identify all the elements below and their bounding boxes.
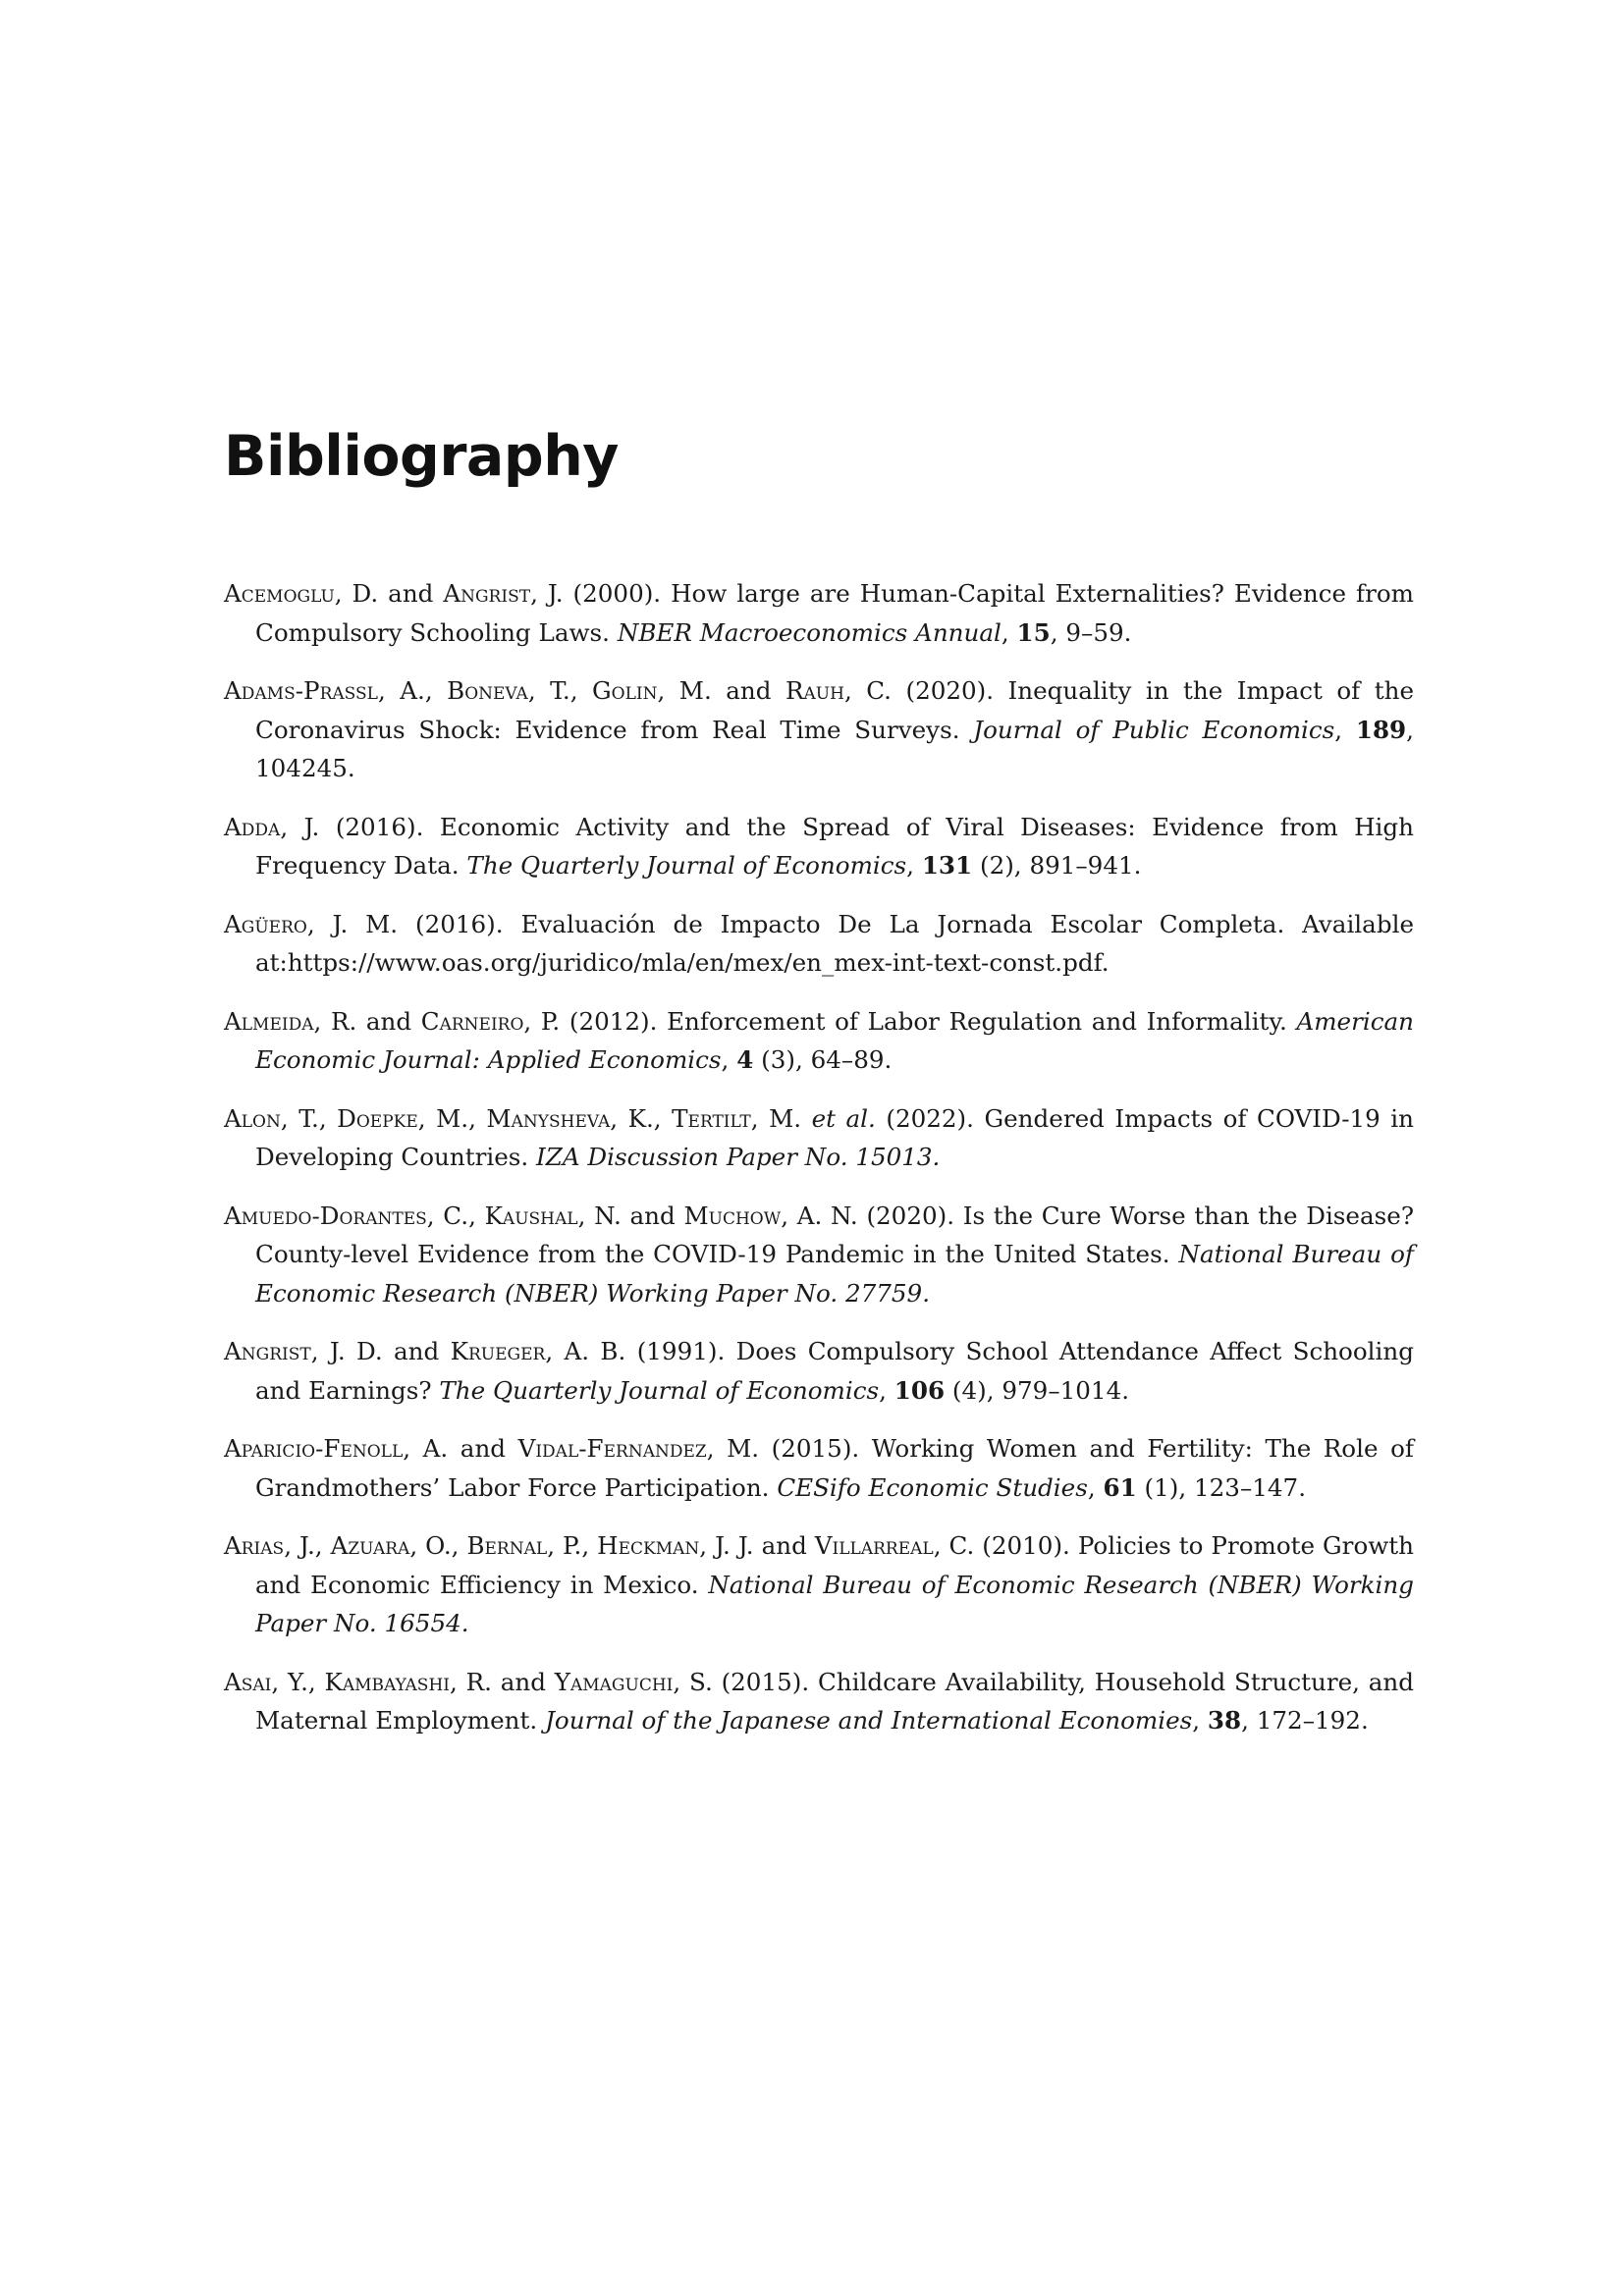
author-initials: S. [688,1667,713,1696]
reference-entry: Almeida, R. and Carneiro, P. (2012). Enforcement of Labor Regulation and Informality. American Economic Journal: Applied Economics, 4 (3), 64–89. [224,1006,1415,1074]
author-initials: K. [627,1103,654,1133]
reference-entry: Asai, Y., Kambayashi, R. and Yamaguchi, S. (2015). Childcare Availability, Household Structure, and Maternal Employment. Journal of the Japanese and International Economies, 38, 172–192. [224,1667,1415,1735]
author-surname: Angrist [443,579,531,608]
reference-year: (2020). [866,1201,955,1230]
author-surname: Adams-Prassl [224,676,378,705]
reference-year: (1991). [636,1337,726,1365]
issue-pages: (2), 891–941. [972,851,1142,880]
author-initials: J. J. [715,1531,754,1560]
author-surname: Doepke [337,1103,418,1133]
reference-title: Evaluación de Impacto De La Jornada Escolar Completa. Available at:https://www.oas.org/juridico/mla/en/mex/en_mex-int-text-const.pdf. [255,909,1414,977]
author-initials: J. [547,579,564,608]
journal-volume: 189 [1355,715,1407,744]
author-initials: C. [866,676,892,705]
journal-volume: 4 [736,1045,754,1074]
journal-name: The Quarterly Journal of Economics [439,1375,880,1405]
journal-name: American Economic Journal: Applied Economics [255,1006,1415,1074]
reference-title: Does Compulsory School Attendance Affect Schooling and Earnings? [255,1337,1414,1405]
author-surname: Agüero [224,909,307,938]
reference-title: Gendered Impacts of COVID-19 in Developing Countries. [255,1103,1415,1171]
reference-entry: Agüero, J. M. (2016). Evaluación de Impacto De La Jornada Escolar Completa. Available at:https://www.oas.org/juridico/mla/en/mex/en_mex-int-text-const.pdf. [224,909,1414,977]
reference-entry: Angrist, J. D. and Krueger, A. B. (1991). Does Compulsory School Attendance Affect Schooling and Earnings? The Quarterly Journal of Economics, 106 (4), 979–1014. [224,1337,1414,1405]
reference-year: (2016). [414,909,504,938]
author-initials: C. [948,1531,975,1560]
author-initials: Y. [288,1667,308,1696]
author-surname: Yamaguchi [554,1667,674,1696]
author-surname: Villarreal [814,1531,934,1560]
author-surname: Alon [224,1103,281,1133]
journal-name: IZA Discussion Paper No. 15013. [536,1143,941,1171]
author-initials: M. [769,1103,802,1133]
journal-name: The Quarterly Journal of Economics [466,851,907,880]
author-surname: Golin [592,676,658,705]
author-initials: M. [436,1103,469,1133]
author-initials: J. M. [332,909,399,938]
reference-entry: Amuedo-Dorantes, C., Kaushal, N. and Muchow, A. N. (2020). Is the Cure Worse than the Disease? County-level Evidence from the COVID-19 Pandemic in the United States. National Bureau of Economic Research (NBER) Working Paper No. 27759. [224,1201,1415,1308]
author-initials: N. [594,1201,622,1230]
reference-title: Is the Cure Worse than the Disease? County-level Evidence from the COVID-19 Pandemic in the United States. [255,1201,1415,1268]
author-initials: O. [425,1531,452,1560]
author-initials: J. [299,1531,315,1560]
reference-title: Inequality in the Impact of the Coronavirus Shock: Evidence from Real Time Surveys. [255,676,1415,744]
journal-name: Journal of Public Economics [973,715,1335,744]
author-surname: Aparicio-Fenoll [224,1434,404,1463]
reference-title: Policies to Promote Growth and Economic Efficiency in Mexico. [255,1531,1415,1599]
author-initials: T. [550,676,570,705]
reference-year: (2016). [335,812,424,841]
author-surname: Tertilt [672,1103,751,1133]
author-initials: P. [562,1531,582,1560]
reference-entry: Adams-Prassl, A., Boneva, T., Golin, M. and Rauh, C. (2020). Inequality in the Impact of the Coronavirus Shock: Evidence from Real Time Surveys. Journal of Public Economics, 189, 104245. [224,676,1415,782]
reference-year: (2010). [982,1531,1070,1560]
reference-entry: Acemoglu, D. and Angrist, J. (2000). How large are Human-Capital Externalities? Evidence from Compulsory Schooling Laws. NBER Macroeconomics Annual, 15, 9–59. [224,579,1414,647]
journal-name: National Bureau of Economic Research (NBER) Working Paper No. 16554. [255,1570,1414,1637]
journal-volume: 131 [921,851,973,880]
author-surname: Kambayashi [324,1667,450,1696]
reference-year: (2020). [905,676,995,705]
author-initials: A. [400,676,425,705]
author-initials: R. [330,1006,357,1036]
journal-volume: 61 [1103,1472,1137,1502]
reference-year: (2015). [771,1434,860,1463]
et-al: et al. [811,1103,876,1133]
reference-entry: Alon, T., Doepke, M., Manysheva, K., Tertilt, M. et al. (2022). Gendered Impacts of COVID-19 in Developing Countries. IZA Discussion Paper No. 15013. [224,1103,1415,1171]
author-surname: Kaushal [484,1201,578,1230]
author-surname: Almeida [224,1006,314,1036]
author-surname: Vidal-Fernandez [517,1434,707,1463]
author-initials: T. [298,1103,319,1133]
author-surname: Asai [224,1667,272,1696]
issue-pages: , 104245. [255,715,1414,782]
issue-pages: (1), 123–147. [1136,1472,1307,1502]
author-surname: Adda [224,812,281,841]
journal-name: NBER Macroeconomics Annual [617,617,1001,647]
author-surname: Boneva [447,676,528,705]
author-surname: Amuedo-Dorantes [224,1201,427,1230]
journal-name: Journal of the Japanese and International Economies [545,1706,1193,1735]
author-initials: C. [443,1201,469,1230]
reference-year: (2022). [886,1103,974,1133]
reference-year: (2000). [572,579,662,608]
reference-entry: Adda, J. (2016). Economic Activity and the Spread of Viral Diseases: Evidence from High Frequency Data. The Quarterly Journal of Economics, 131 (2), 891–941. [224,812,1415,880]
author-initials: M. [727,1434,760,1463]
issue-pages: (4), 979–1014. [945,1375,1130,1405]
page-title: Bibliography [224,424,619,489]
reference-year: (2015). [721,1667,810,1696]
author-surname: Arias [224,1531,285,1560]
author-initials: J. [303,812,320,841]
reference-list [224,574,1414,1760]
reference-title: How large are Human-Capital Externalities? Evidence from Compulsory Schooling Laws. [255,579,1414,647]
author-initials: J. D. [329,1337,383,1365]
issue-pages: , 172–192. [1241,1706,1369,1735]
author-surname: Carneiro [420,1006,524,1036]
author-initials: D. [352,579,379,608]
reference-entry: Aparicio-Fenoll, A. and Vidal-Fernandez, M. (2015). Working Women and Fertility: The Role of Grandmothers’ Labor Force Participation. CESifo Economic Studies, 61 (1), 123–147. [224,1434,1414,1502]
author-surname: Rauh [785,676,844,705]
author-surname: Krueger [450,1337,546,1365]
author-initials: A. [422,1434,449,1463]
author-initials: R. [465,1667,492,1696]
author-initials: M. [678,676,712,705]
author-initials: A. B. [564,1337,626,1365]
reference-title: Enforcement of Labor Regulation and Informality. [667,1006,1287,1036]
journal-name: National Bureau of Economic Research (NBER) Working Paper No. 27759. [255,1240,1414,1308]
journal-volume: 38 [1207,1706,1242,1735]
author-surname: Muchow [683,1201,782,1230]
author-initials: A. N. [796,1201,858,1230]
author-surname: Heckman [597,1531,700,1560]
author-surname: Manysheva [486,1103,611,1133]
journal-volume: 106 [893,1375,946,1405]
journal-volume: 15 [1016,617,1051,647]
author-surname: Acemoglu [224,579,335,608]
author-surname: Bernal [466,1531,548,1560]
reference-title: Working Women and Fertility: The Role of Grandmothers’ Labor Force Participation. [255,1434,1414,1502]
author-surname: Azuara [330,1531,410,1560]
issue-pages: , 9–59. [1050,617,1132,647]
author-surname: Angrist [224,1337,311,1365]
reference-entry: Arias, J., Azuara, O., Bernal, P., Heckman, J. J. and Villarreal, C. (2010). Policies to Promote Growth and Economic Efficiency in Mexico. National Bureau of Economic Research (NBER) Working Paper No. 16554. [224,1531,1415,1637]
reference-title: Economic Activity and the Spread of Viral Diseases: Evidence from High Frequency Data. [255,812,1415,880]
reference-year: (2012). [568,1006,658,1036]
author-initials: P. [540,1006,561,1036]
issue-pages: (3), 64–89. [753,1045,893,1074]
reference-title: Childcare Availability, Household Structure, and Maternal Employment. [255,1667,1415,1735]
journal-name: CESifo Economic Studies [777,1472,1088,1502]
